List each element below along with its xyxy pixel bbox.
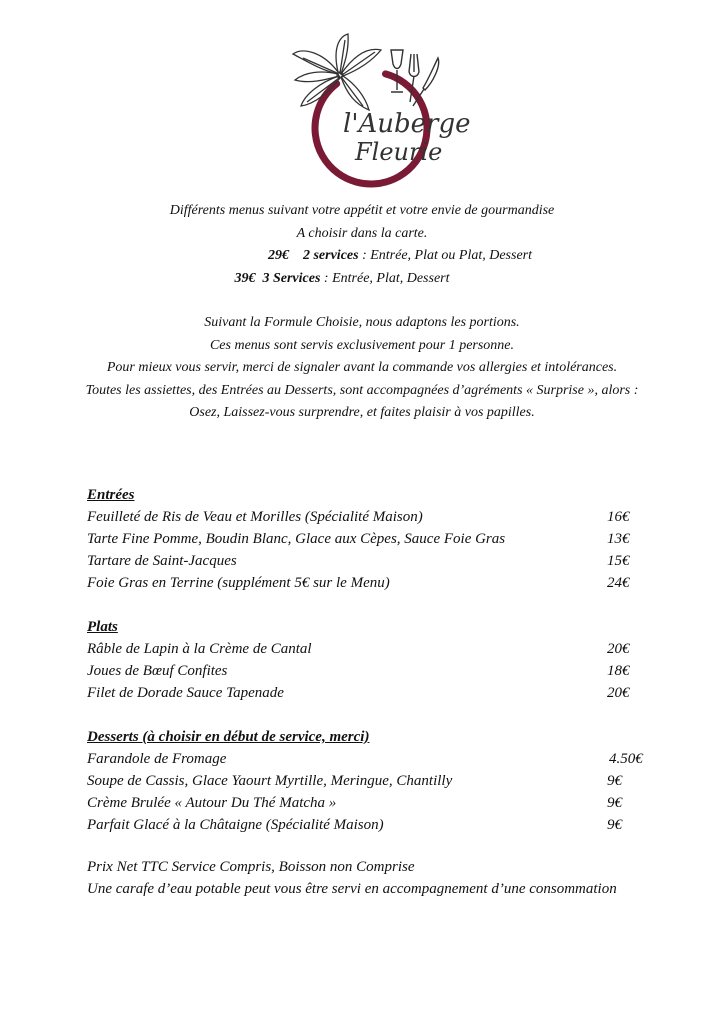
logo-name-line1: l'Auberge: [343, 109, 471, 139]
formula-detail: : Entrée, Plat, Dessert: [320, 270, 450, 286]
menu-item: [87, 660, 647, 682]
item-name: Râble de Lapin à la Crème de Cantal: [87, 641, 312, 657]
intro-line: Toutes les assiettes, des Entrées au Desserts, sont accompagnées d’agréments « Surprise », alors :: [85, 382, 639, 398]
item-price: 18€: [607, 663, 630, 679]
item-price: 15€: [607, 553, 630, 569]
footer-price-note: Prix Net TTC Service Compris, Boisson non Comprise: [87, 859, 415, 875]
intro-line: Ces menus sont servis exclusivement pour 1 personne.: [209, 337, 515, 353]
menu-item: [87, 770, 647, 792]
item-name: Tartare de Saint-Jacques: [87, 553, 237, 569]
item-name: Joues de Bœuf Confites: [87, 663, 228, 679]
menu-item: [87, 528, 647, 550]
wine-glass-icon: [391, 50, 403, 92]
menu-item: [87, 638, 647, 660]
item-price: 16€: [607, 509, 630, 525]
item-name: Filet de Dorade Sauce Tapenade: [87, 685, 284, 701]
menu-item: [87, 792, 647, 814]
formula-price: 29€: [267, 248, 289, 263]
item-name: Farandole de Fromage: [87, 751, 227, 767]
section-title: Desserts (à choisir en début de service, merci): [87, 729, 370, 745]
item-name: Foie Gras en Terrine (supplément 5€ sur le Menu): [87, 575, 390, 591]
intro-line: Pour mieux vous servir, merci de signaler avant la commande vos allergies et intolérances.: [106, 360, 618, 375]
menu-item: [87, 506, 647, 528]
section-entrees: [87, 484, 647, 594]
menu-footer: [87, 856, 647, 900]
formula-label: 2 services: [302, 248, 359, 263]
section-desserts: [87, 726, 647, 836]
item-price: 4.50€: [609, 751, 643, 767]
item-name: Tarte Fine Pomme, Boudin Blanc, Glace aux Cèpes, Sauce Foie Gras: [87, 531, 506, 547]
formula-2-services: [60, 245, 664, 268]
intro-line: Osez, Laissez-vous surprendre, et faites plaisir à vos papilles.: [189, 405, 535, 420]
menu-intro: [60, 200, 664, 425]
menu-item: [87, 572, 647, 594]
menu-item: [87, 814, 647, 836]
section-plats: [87, 616, 647, 704]
item-name: Parfait Glacé à la Châtaigne (Spécialité Maison): [87, 817, 384, 833]
item-name: Crème Brulée « Autour Du Thé Matcha »: [87, 795, 337, 811]
restaurant-logo: [283, 32, 471, 187]
item-price: 9€: [607, 817, 622, 833]
item-price: 9€: [607, 795, 622, 811]
intro-line: Différents menus suivant votre appétit et votre envie de gourmandise: [169, 203, 555, 218]
menu-item: [87, 682, 647, 704]
item-name: Soupe de Cassis, Glace Yaourt Myrtille, Meringue, Chantilly: [87, 773, 453, 789]
section-title: Entrées: [87, 487, 135, 503]
item-price: 20€: [607, 685, 630, 701]
knife-icon: [413, 58, 439, 106]
item-name: Feuilleté de Ris de Veau et Morilles (Spécialité Maison): [87, 509, 423, 525]
menu-item: [87, 550, 647, 572]
section-title: Plats: [87, 619, 118, 635]
menu-item: [87, 748, 647, 770]
item-price: 9€: [607, 773, 622, 789]
lily-flower-icon: [293, 34, 381, 110]
item-price: 20€: [607, 641, 630, 657]
logo-name-line2: Fleurie: [355, 138, 443, 166]
formula-label: 3 Services: [262, 270, 321, 286]
formula-3-services: [60, 268, 664, 291]
formula-price: 39€: [234, 270, 256, 286]
intro-line: Suivant la Formule Choisie, nous adaptons les portions.: [204, 315, 520, 330]
item-price: 24€: [607, 575, 630, 591]
formula-detail: : Entrée, Plat ou Plat, Dessert: [358, 248, 532, 263]
footer-water-note: Une carafe d’eau potable peut vous être servi en accompagnement d’une consommation: [87, 881, 617, 897]
item-price: 13€: [607, 531, 630, 547]
menu-list: [87, 484, 647, 858]
intro-line: A choisir dans la carte.: [296, 225, 428, 241]
